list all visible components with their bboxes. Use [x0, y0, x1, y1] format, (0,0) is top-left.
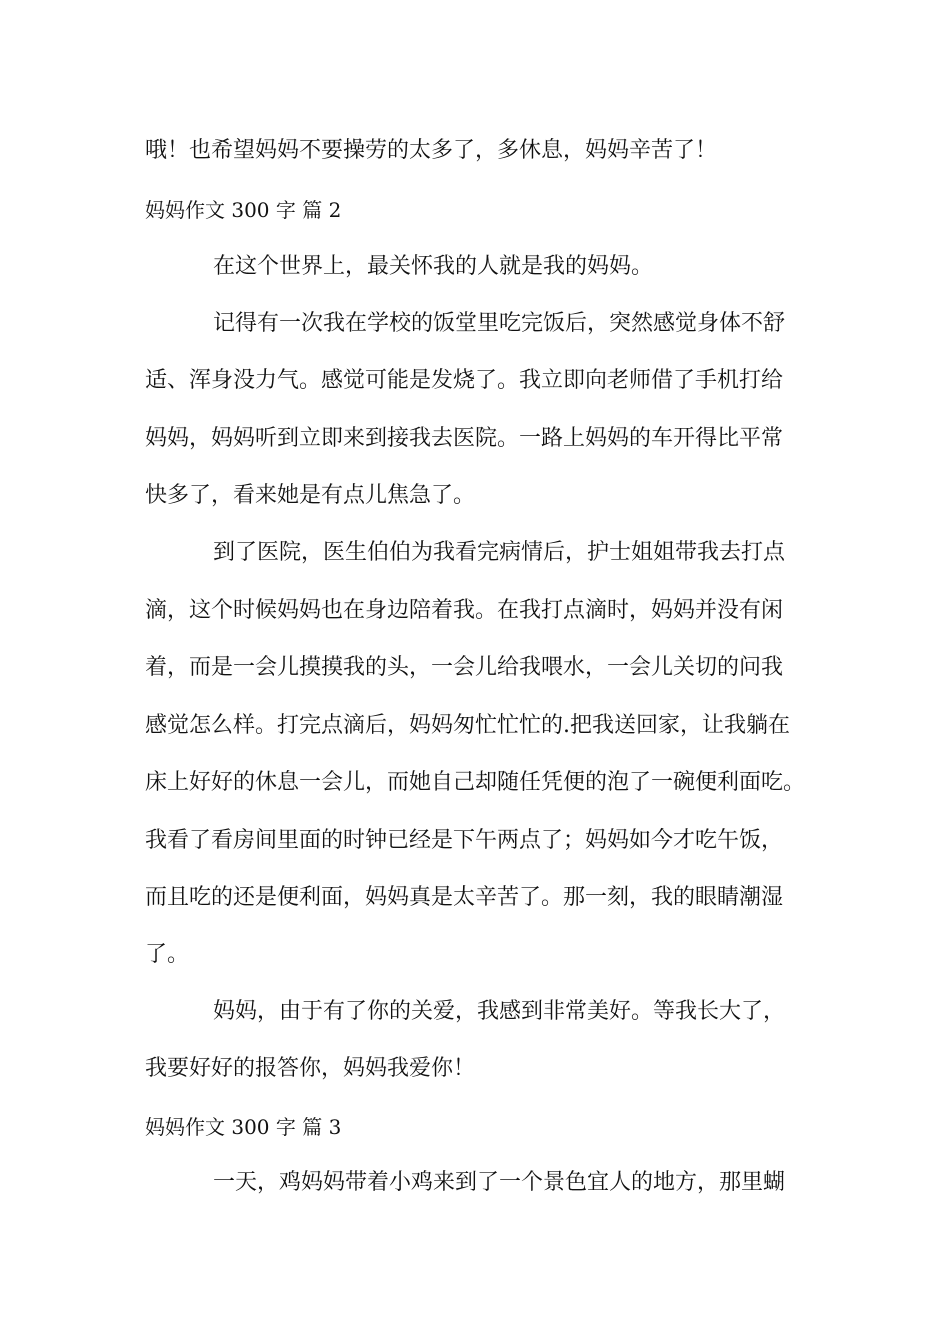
paragraph-first-line: 妈妈，由于有了你的关爱，我感到非常美好。等我长大了，: [213, 999, 786, 1024]
text-line: 快多了，看来她是有点儿焦急了。: [145, 483, 476, 508]
text-line: 适、浑身没力气。感觉可能是发烧了。我立即向老师借了手机打给: [145, 368, 784, 393]
text-line: 我要好好的报答你，妈妈我爱你！: [145, 1056, 476, 1081]
text-line: 哦！也希望妈妈不要操劳的太多了，多休息，妈妈辛苦了！: [145, 138, 718, 163]
text-line: 了。: [145, 942, 190, 967]
paragraph-first-line: 到了医院，医生伯伯为我看完病情后，护士姐姐带我去打点: [213, 540, 786, 565]
text-line: 着，而是一会儿摸摸我的头，一会儿给我喂水，一会儿关切的问我: [145, 655, 784, 680]
text-line: 妈妈，妈妈听到立即来到接我去医院。一路上妈妈的车开得比平常: [145, 426, 784, 451]
text-line: 感觉怎么样。打完点滴后，妈妈匆忙忙忙的.把我送回家，让我躺在: [145, 713, 790, 738]
text-line: 我看了看房间里面的时钟已经是下午两点了；妈妈如今才吃午饭，: [145, 828, 784, 853]
paragraph-first-line: 在这个世界上，最关怀我的人就是我的妈妈。: [213, 254, 654, 279]
paragraph-first-line: 记得有一次我在学校的饭堂里吃完饭后，突然感觉身体不舒: [213, 311, 786, 336]
paragraph-first-line: 一天，鸡妈妈带着小鸡来到了一个景色宜人的地方，那里蝴: [213, 1170, 786, 1195]
text-line: 而且吃的还是便利面，妈妈真是太辛苦了。那一刻，我的眼睛潮湿: [145, 885, 784, 910]
text-line: 滴，这个时候妈妈也在身边陪着我。在我打点滴时，妈妈并没有闲: [145, 598, 784, 623]
section-heading: 妈妈作文 300 字 篇 3: [145, 1115, 342, 1139]
text-line: 床上好好的休息一会儿，而她自己却随任凭便的泡了一碗便利面吃。: [145, 770, 806, 795]
section-heading: 妈妈作文 300 字 篇 2: [145, 198, 342, 222]
